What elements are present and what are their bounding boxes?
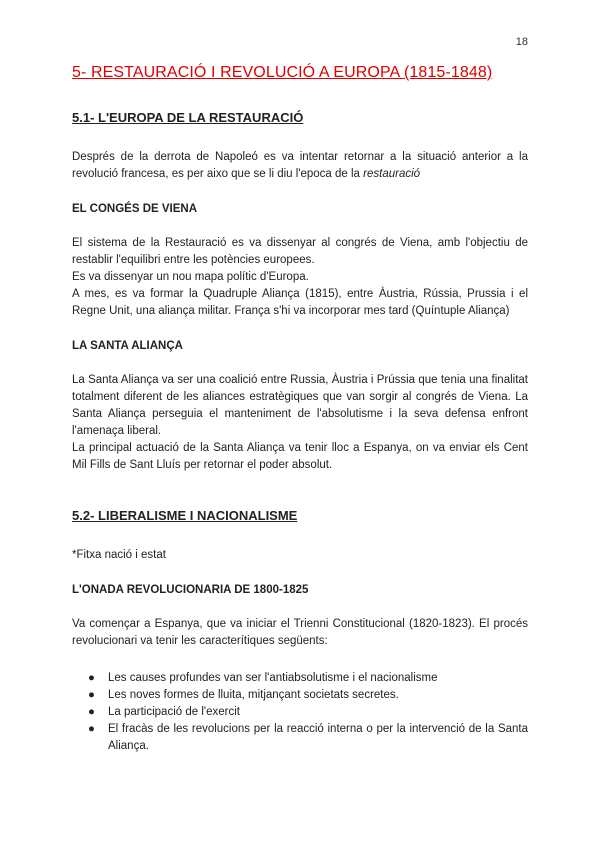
bullet-icon: ● <box>88 723 95 735</box>
list-item <box>88 687 528 704</box>
congres-line: A mes, es va formar la Quadruple Aliança (1815), entre Àustria, Rússia, Prussia i el Regne Unit, una aliança militar. França s'hi va incorporar mes tard (Quíntuple Aliança) <box>72 288 528 317</box>
subsection-title-onada: L'ONADA REVOLUCIONARIA DE 1800-1825 <box>72 584 309 596</box>
chapter-title: 5- RESTAURACIÓ I REVOLUCIÓ A EUROPA (1815-1848) <box>72 64 493 81</box>
santa-alianca-line: La Santa Aliança va ser una coalició entre Russia, Àustria i Prússia que tenia una finalitat totalment diferent de les aliances estratègiques que van sorgir al congrés de Viena. La Santa Aliança perseguia el manteniment de l'absolutisme i la seva defensa enfront l'amenaça liberal. <box>72 374 528 437</box>
congres-paragraph <box>72 235 528 320</box>
subsection-title-santa-alianca: LA SANTA ALIANÇA <box>72 340 183 352</box>
section-title-liberalisme: 5.2- LIBERALISME I NACIONALISME <box>72 508 298 523</box>
onada-intro-paragraph: Va començar a Espanya, que va iniciar el Trienni Constitucional (1820-1823). El procés revolucionari va tenir les caracterítiques següents: <box>72 618 528 647</box>
restauracio-intro-text: Després de la derrota de Napoleó es va intentar retornar a la situació anterior a la revolució francesa, es per aixo que se li diu l'epoca de la <box>72 151 528 180</box>
list-item <box>88 670 528 687</box>
list-item-text: La participació de l'exercit <box>108 706 240 718</box>
bullet-icon: ● <box>88 706 95 718</box>
bullet-icon: ● <box>88 672 95 684</box>
list-item-text: Les causes profundes van ser l'antiabsolutisme i el nacionalisme <box>108 672 438 684</box>
page-number: 18 <box>515 36 528 48</box>
list-item-text: Les noves formes de lluita, mitjançant societats secretes. <box>108 689 399 701</box>
list-item <box>88 721 528 755</box>
congres-line: El sistema de la Restauració es va dissenyar al congrés de Viena, amb l'objectiu de restablir l'equilibri entre les potències europees. <box>72 237 528 266</box>
list-item <box>88 704 528 721</box>
restauracio-emphasis: restauració <box>363 168 421 180</box>
list-item-text: El fracàs de les revolucions per la reacció interna o per la intervenció de la Santa Aliança. <box>108 723 528 752</box>
page-content <box>72 64 528 755</box>
subsection-title-congres: EL CONGÉS DE VIENA <box>72 203 198 215</box>
fitxa-note: *Fitxa nació i estat <box>72 549 166 561</box>
restauracio-intro-paragraph <box>72 149 528 183</box>
santa-alianca-line: La principal actuació de la Santa Aliança va tenir lloc a Espanya, on va enviar els Cent Mil Fills de Sant Lluís per retornar el poder absolut. <box>72 442 528 471</box>
bullet-icon: ● <box>88 689 95 701</box>
section-title-restauracio: 5.1- L'EUROPA DE LA RESTAURACIÓ <box>72 110 304 125</box>
onada-bullet-list <box>72 670 528 755</box>
congres-line: Es va dissenyar un nou mapa polític d'Europa. <box>72 271 309 283</box>
santa-alianca-paragraph <box>72 372 528 474</box>
